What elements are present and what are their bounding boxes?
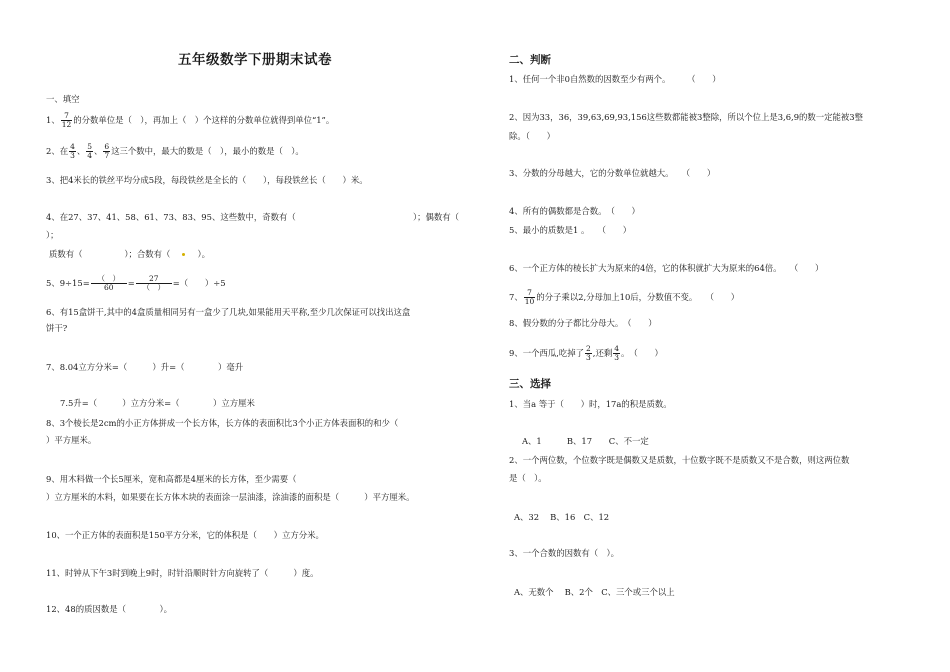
question-8-line-2: ）平方厘米。 xyxy=(46,435,97,445)
judge-2-line-2: 除。（ ） xyxy=(509,131,556,141)
question-2 xyxy=(46,143,304,160)
q4-primes-label: 质数有（ ）；合数有（ xyxy=(49,249,171,259)
fraction-denominator: 4 xyxy=(87,151,93,160)
q5-prefix: 5、9÷15= xyxy=(46,278,90,288)
question-6-line-2: 饼干? xyxy=(46,323,68,333)
fraction-denominator: 3 xyxy=(586,353,591,362)
fraction-denominator: 7 xyxy=(104,151,110,160)
q2-prefix: 2、在 xyxy=(46,146,69,156)
question-8-line-1: 8、3个棱长是2cm的小正方体拼成一个长方体，长方体的表面积比3个小正方体表面积的和少（ xyxy=(46,418,399,428)
j9-prefix: 9、一个西瓜,吃掉了 xyxy=(509,348,584,358)
fraction-7-12 xyxy=(61,112,73,129)
j9-middle: ,还剩 xyxy=(592,348,613,358)
question-9-line-2: ）立方厘米的木料，如果要在长方体木块的表面涂一层油漆，涂油漆的面积是（ ）平方厘米。 xyxy=(46,492,415,502)
fraction-numerator: （ ） xyxy=(91,275,127,284)
page-title: 五年级数学下册期末试卷 xyxy=(178,52,332,68)
fraction-denominator: 12 xyxy=(61,120,72,129)
choice-2-options: A、32 B、16 C、12 xyxy=(514,512,610,522)
question-4-line-3 xyxy=(49,249,210,260)
choice-3-options: A、无数个 B、2个 C、三个或三个以上 xyxy=(514,587,675,597)
judge-8: 8、假分数的分子都比分母大。 （ ） xyxy=(509,318,657,328)
question-11: 11、时钟从下午3时到晚上9时，时针沿顺时针方向旋转了（ ）度。 xyxy=(46,568,319,578)
fraction-denominator: 10 xyxy=(524,297,535,306)
fraction-denominator: 3 xyxy=(614,353,619,362)
choice-2-line-2: 是（ ）。 xyxy=(509,473,547,483)
fraction-numerator: 5 xyxy=(87,142,93,151)
fraction-numerator: 7 xyxy=(524,289,536,298)
right-column xyxy=(480,0,950,672)
fraction-5-4 xyxy=(86,143,93,160)
fraction-blank-60 xyxy=(91,275,127,292)
q2-text: 这三个数中，最大的数是（ ），最小的数是（ ）。 xyxy=(111,146,304,156)
question-7: 7、8.04立方分米=（ ）升=（ ）毫升 xyxy=(46,362,244,372)
judge-3: 3、分数的分母越大，它的分数单位就越大。 （ ） xyxy=(509,168,716,178)
question-4-line-2: ）； xyxy=(46,230,59,240)
judge-2-line-1: 2、因为33，36，39,63,69,93,156这些数都能被3整除，所以个位上是3,6,9的数一定能被3整 xyxy=(509,112,863,122)
judge-9 xyxy=(509,345,663,362)
question-3: 3、把4米长的铁丝平均分成5段，每段铁丝是全长的（ ），每段铁丝长（ ）米。 xyxy=(46,175,368,185)
j7-text: 的分子乘以2,分母加上10后，分数值不变。 （ ） xyxy=(536,292,740,302)
fraction-4-3 xyxy=(613,345,620,362)
question-6-line-1: 6、有15盒饼干,其中的4盒质量相同另有一盒少了几块,如果能用天平称,至少几次保证可以找出这盒 xyxy=(46,307,411,317)
fraction-6-7 xyxy=(103,143,110,160)
q1-prefix: 1、 xyxy=(46,115,60,125)
q5-suffix: =（ ）÷5 xyxy=(172,278,226,288)
judge-4: 4、所有的偶数都是合数。 （ ） xyxy=(509,206,640,216)
fraction-27-blank xyxy=(136,275,172,292)
q4-end: ）。 xyxy=(197,249,210,259)
fraction-7-10 xyxy=(524,289,536,306)
question-10: 10、一个正方体的表面积是150平方分米，它的体积是（ ）立方分米。 xyxy=(46,530,324,540)
question-7b: 7.5升=（ ）立方分米=（ ）立方厘米 xyxy=(60,398,255,408)
separator: 、 xyxy=(94,146,103,156)
section-fill-blank-heading: 一、填空 xyxy=(46,94,80,104)
fraction-numerator: 27 xyxy=(136,275,172,284)
fraction-denominator: （ ） xyxy=(142,283,166,292)
judge-6: 6、一个正方体的棱长扩大为原来的4倍，它的体积就扩大为原来的64倍。 （ ） xyxy=(509,263,824,273)
highlight-dot xyxy=(182,253,185,256)
equals-sign: = xyxy=(127,278,135,288)
fraction-denominator: 3 xyxy=(70,151,75,160)
choice-2-line-1: 2、一个两位数，个位数字既是偶数又是质数，十位数字既不是质数又不是合数，则这两位数 xyxy=(509,455,850,465)
question-1 xyxy=(46,112,334,129)
judge-1: 1、任何一个非0自然数的因数至少有两个。 （ ） xyxy=(509,74,721,84)
section-true-false-heading: 二、判断 xyxy=(509,54,551,66)
question-12: 12、48的质因数是（ ）。 xyxy=(46,604,172,614)
fraction-denominator: 60 xyxy=(103,283,114,292)
fraction-4-3 xyxy=(69,143,76,160)
fraction-numerator: 7 xyxy=(61,112,73,121)
choice-3: 3、一个合数的因数有（ ）。 xyxy=(509,548,620,558)
question-9-line-1: 9、用木料做一个长5厘米，宽和高都是4厘米的长方体，至少需要（ xyxy=(46,474,297,484)
q1-text: 的分数单位是（ ），再加上（ ）个这样的分数单位就得到单位“1”。 xyxy=(73,115,335,125)
fraction-numerator: 4 xyxy=(70,142,75,151)
fraction-numerator: 4 xyxy=(614,344,619,353)
choice-1-options: A、1 B、17 C、不一定 xyxy=(522,436,649,446)
separator: 、 xyxy=(76,146,86,156)
fraction-2-3 xyxy=(585,345,592,362)
question-4-line-1: 4、在27、37、41、58、61、73、83、95、这些数中，奇数有（ ）；偶数有（ xyxy=(46,212,460,222)
question-5 xyxy=(46,275,226,292)
judge-5: 5、最小的质数是1 。 （ ） xyxy=(509,225,632,235)
j9-suffix: 。 （ ） xyxy=(620,348,663,358)
fraction-numerator: 2 xyxy=(586,344,591,353)
section-choice-heading: 三、选择 xyxy=(509,378,551,390)
choice-1: 1、当a 等于（ ）时，17a的积是质数。 xyxy=(509,399,672,409)
j7-prefix: 7、 xyxy=(509,292,523,302)
judge-7 xyxy=(509,289,739,306)
fraction-numerator: 6 xyxy=(104,142,110,151)
